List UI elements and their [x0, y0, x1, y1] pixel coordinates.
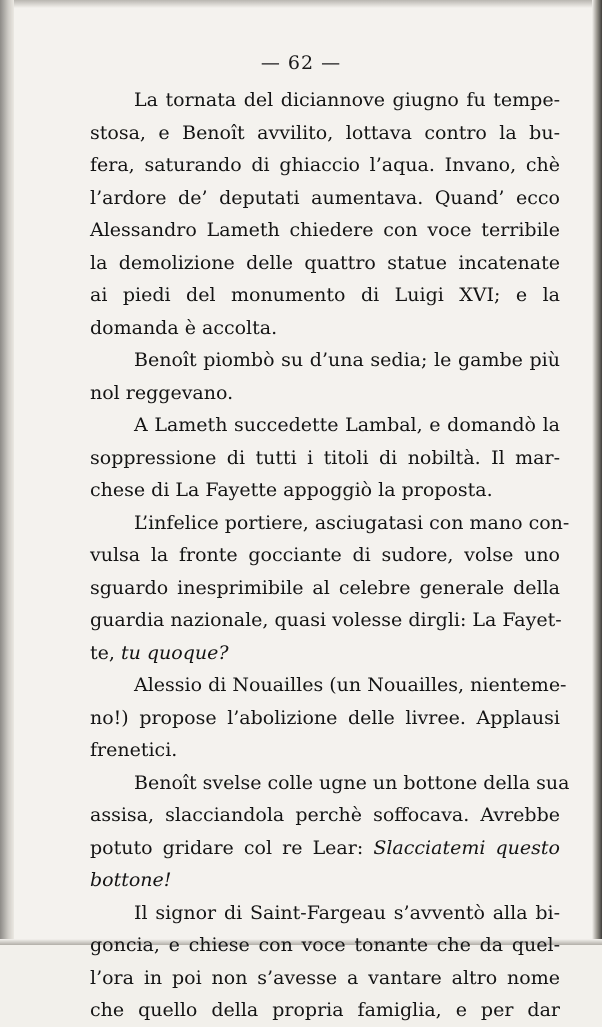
text-line: sguardo inesprimibile al celebre generale della — [90, 576, 560, 599]
text-line: fera, saturando di ghiaccio l’aqua. Invano, chè — [90, 154, 560, 176]
text-line: bottone! — [90, 869, 172, 891]
body-text — [90, 84, 570, 1027]
text-line: A Lameth succedette Lambal, e domandò la — [134, 414, 560, 436]
text-line: nol reggevano. — [90, 381, 234, 404]
text-line: Benoît svelse colle ugne un bottone della sua — [134, 771, 570, 794]
text-line: vulsa la fronte gocciante di sudore, volse uno — [90, 544, 560, 566]
text-line: domanda è accolta. — [90, 316, 278, 339]
page-number: — 62 — — [260, 52, 342, 74]
text-line: l’ora in poi non s’avesse a vantare altro nome — [90, 966, 560, 989]
text-line: la demolizione delle quattro statue incatenate — [90, 251, 560, 274]
text-line: potuto gridare col re Lear: Slacciatemi questo — [90, 836, 560, 859]
text-line: L’infelice portiere, asciugatasi con mano con- — [134, 511, 570, 534]
text-line: assisa, slacciandola perchè soffocava. Avrebbe — [90, 804, 560, 826]
text-line: Alessio di Nouailles (un Nouailles, nienteme- — [134, 674, 567, 696]
text-line: che quello della propria famiglia, e per dar — [90, 999, 560, 1021]
text-line: l’ardore de’ deputati aumentava. Quand’ ecco — [90, 186, 560, 209]
text-line: stosa, e Benoît avvilito, lottava contro la bu- — [90, 121, 560, 144]
text-line: goncia, e chiese con voce tonante che da quel- — [90, 934, 560, 956]
text-line: soppressione di tutti i titoli di nobiltà. Il mar- — [90, 446, 560, 469]
page-gutter — [0, 0, 14, 945]
page-right-edge — [592, 0, 602, 945]
text-line: guardia nazionale, quasi volesse dirgli: La Fayet- — [90, 609, 562, 631]
text-line: Benoît piombò su d’una sedia; le gambe più — [134, 349, 560, 371]
text-line: ai piedi del monumento di Luigi XVI; e la — [90, 284, 560, 306]
page-top-edge — [0, 0, 602, 8]
text-line: frenetici. — [90, 739, 178, 761]
text-line: no!) propose l’abolizione delle livree. Applausi — [90, 706, 560, 729]
text-line: Il signor di Saint-Fargeau s’avventò alla bi- — [134, 901, 560, 924]
text-line: te, tu quoque? — [90, 641, 229, 664]
text-line: La tornata del diciannove giugno fu tempe- — [134, 89, 560, 111]
text-line: Alessandro Lameth chiedere con voce terribile — [90, 219, 560, 241]
text-line: chese di La Fayette appoggiò la proposta. — [90, 479, 493, 501]
